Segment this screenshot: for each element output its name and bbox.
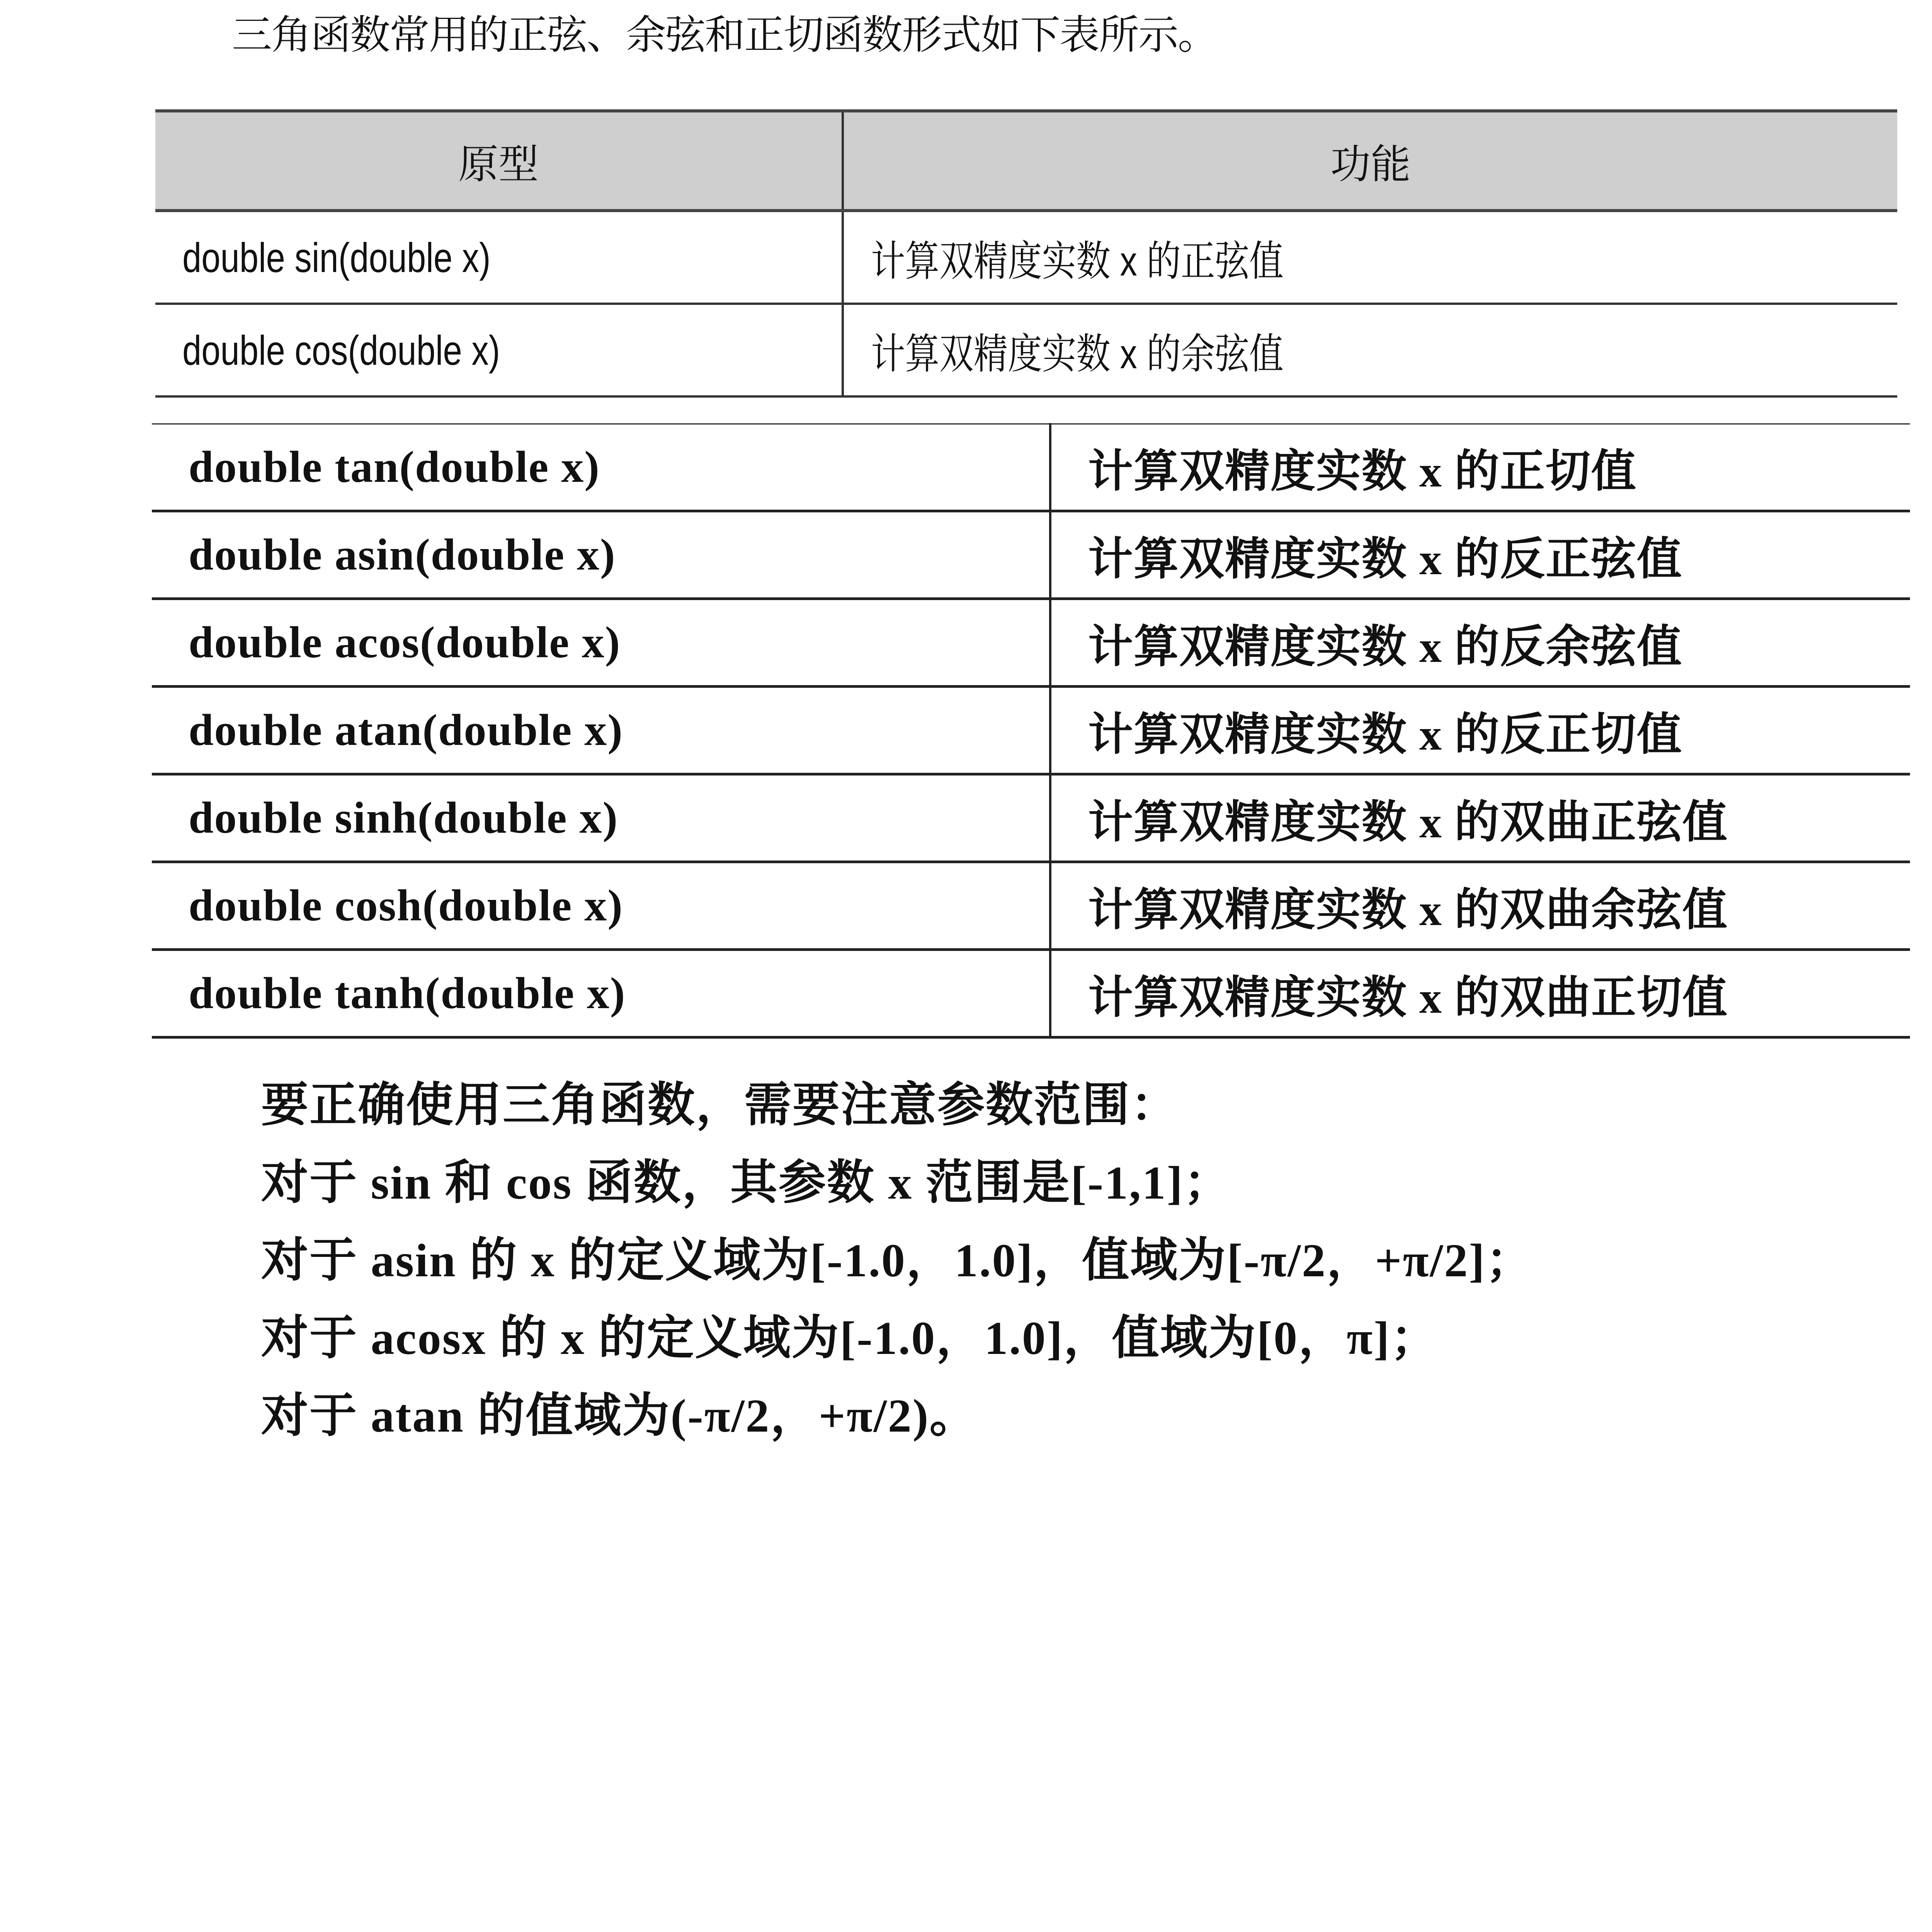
table-row (152, 774, 1910, 862)
note-line: 对于 acosx 的 x 的定义域为[-1.0，1.0]，值域为[0，π]； (261, 1312, 1439, 1364)
function-text: 计算双精度实数 x 的余弦值 (871, 330, 1284, 377)
function-text: 计算双精度实数 x 的正弦值 (871, 237, 1284, 284)
prototype-text: double sin(double x) (182, 234, 491, 281)
prototype-cell: double sinh(double x) (152, 774, 1050, 862)
header-prototype: 原型 (155, 111, 843, 211)
table-row (155, 304, 1897, 396)
prototype-cell: double tanh(double x) (152, 950, 1050, 1037)
prototype-cell: double asin(double x) (152, 511, 1050, 599)
table-row (152, 862, 1910, 950)
note-line: 对于 sin 和 cos 函数，其参数 x 范围是[-1,1]； (261, 1157, 1232, 1209)
prototype-cell (155, 304, 843, 396)
function-cell: 计算双精度实数 x 的双曲正弦值 (1050, 774, 1910, 862)
prototype-cell: double acos(double x) (152, 599, 1050, 687)
note-line: 对于 asin 的 x 的定义域为[-1.0，1.0]，值域为[-π/2，+π/2]； (261, 1235, 1534, 1287)
trig-table-part2 (152, 423, 1910, 1039)
trig-table-part1 (155, 109, 1897, 398)
prototype-cell: double tan(double x) (152, 424, 1050, 511)
prototype-text: double cos(double x) (182, 327, 500, 374)
function-cell: 计算双精度实数 x 的反余弦值 (1050, 599, 1910, 687)
prototype-cell: double atan(double x) (152, 687, 1050, 774)
table-row (152, 950, 1910, 1037)
function-cell: 计算双精度实数 x 的双曲正切值 (1050, 950, 1910, 1037)
table-row (152, 687, 1910, 774)
prototype-cell (155, 211, 843, 304)
header-function: 功能 (843, 111, 1897, 211)
function-cell: 计算双精度实数 x 的反正切值 (1050, 687, 1910, 774)
intro-paragraph: 三角函数常用的正弦、余弦和正切函数形式如下表所示。 (232, 11, 1218, 58)
note-line: 对于 atan 的值域为(-π/2，+π/2)。 (261, 1390, 978, 1442)
table-header-row (155, 111, 1897, 211)
table-row (152, 599, 1910, 687)
function-cell (843, 211, 1897, 304)
note-line: 要正确使用三角函数，需要注意参数范围： (261, 1079, 1179, 1131)
table-row (152, 424, 1910, 511)
table-row (155, 211, 1897, 304)
function-cell (843, 304, 1897, 396)
notes-block (261, 1066, 1534, 1455)
prototype-cell: double cosh(double x) (152, 862, 1050, 950)
table-row (152, 511, 1910, 599)
function-cell: 计算双精度实数 x 的反正弦值 (1050, 511, 1910, 599)
function-cell: 计算双精度实数 x 的正切值 (1050, 424, 1910, 511)
function-cell: 计算双精度实数 x 的双曲余弦值 (1050, 862, 1910, 950)
